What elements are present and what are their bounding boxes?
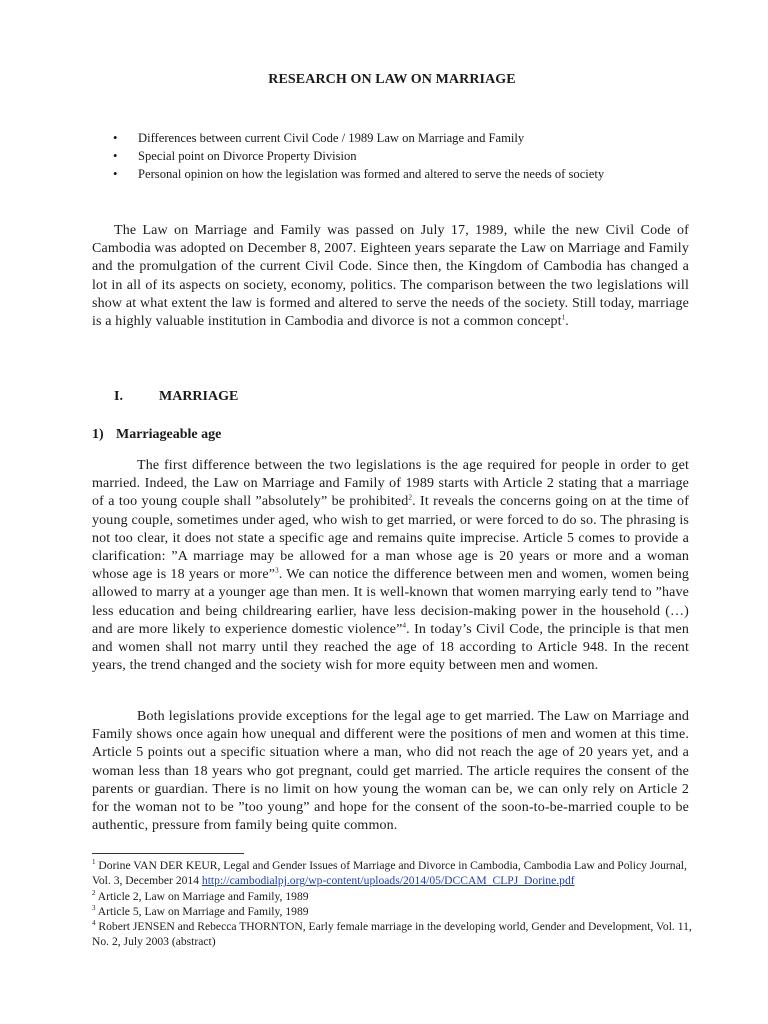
bullet-list bbox=[113, 129, 673, 184]
subsection-number: 1) bbox=[92, 427, 104, 442]
bullet-text: Differences between current Civil Code / 1989 Law on Marriage and Family bbox=[138, 131, 525, 145]
bullet-icon: • bbox=[113, 167, 118, 182]
section-title: MARRIAGE bbox=[159, 389, 239, 404]
footnote-ref-3[interactable]: 3 bbox=[275, 566, 279, 575]
list-item bbox=[113, 165, 673, 183]
list-item bbox=[113, 147, 673, 165]
subsection-title: Marriageable age bbox=[116, 427, 222, 442]
footnote-ref-4[interactable]: 4 bbox=[402, 621, 407, 630]
subsection-heading-marriageable-age bbox=[92, 427, 221, 443]
footnote-2: $^2$ Article 2, Law on Marriage and Family, 1989 bbox=[92, 888, 309, 903]
footnotes bbox=[92, 858, 692, 950]
marriageable-age-paragraph: The first difference between the two legislations is the age required for people in order to get married. Indeed, the Law on Marriage and Family of 1989 starts with Article 2 stating that a marriage of a too young couple shall ”absolutely” be prohibited$^2$. It reveals the concerns going on at the time of young couple, sometimes under aged, who wish to get married, or were forced to do so. The phrasing is not too clear, it does not state a specific age and remains quite imprecise. Article 5 comes to provide a clarification: ”A marriage may be allowed for a man whose age is 20 years or more and a woman whose age is 18 years or more”$^3$. We can notice the difference between men and women, women being allowed to marry at a younger age than men. It is well-known that women marrying early tend to ”have less education and being childrearing earlier, have less decision-making power in the household (…) and are more likely to experience domestic violence”$^4$. In today’s Civil Code, the principle is that men and women shall not marry until they reached the age of 18 according to Article 948. In the recent years, the trend changed and the society wish for more equity between men and women. bbox=[92, 458, 690, 674]
list-item bbox=[113, 129, 673, 147]
bullet-text: Personal opinion on how the legislation was formed and altered to serve the needs of society bbox=[138, 167, 605, 182]
section-heading-marriage bbox=[114, 389, 238, 405]
footnote-1: $^1$ Dorine VAN DER KEUR, Legal and Gender Issues of Marriage and Divorce in Cambodia, Cambodia Law and Policy Journal, Vol. 3, December 2014 http://cambodialpj.org/wp-content/uploads/2014/05/DCCAM_CLPJ_Dorine.pdf bbox=[92, 858, 687, 888]
bullet-text: Special point on Divorce Property Division bbox=[138, 149, 357, 164]
intro-text: The Law on Marriage and Family was passed on July 17, 1989, while the new Civil Code of Cambodia was adopted on December 8, 2007. Eighteen years separate the Law on Marriage and Family and the promulgation of the current Civil Code. Since then, the Kingdom of Cambodia has changed a lot in all of its aspects on society, economy, politics. The comparison between the two legislations will show at what extent the law is formed and altered to serve the needs of the society. Still today, marriage is a highly valuable institution in Cambodia and divorce is not a common concept bbox=[92, 223, 689, 330]
footnote-3: $^3$ Article 5, Law on Marriage and Family, 1989 bbox=[92, 904, 309, 918]
footnote-4: $^4$ Robert JENSEN and Rebecca THORNTON, Early female marriage in the developing world, Gender and Development, Vol. 11, No. 2, July 2003 (abstract) bbox=[92, 919, 692, 949]
footnote-ref-1[interactable]: 1 bbox=[561, 313, 566, 322]
bullet-icon: • bbox=[113, 131, 118, 145]
section-number: I. bbox=[114, 389, 123, 404]
document-title: RESEARCH ON LAW ON MARRIAGE bbox=[268, 72, 516, 87]
exceptions-paragraph: Both legislations provide exceptions for the legal age to get married. The Law on Marriage and Family shows once again how unequal and different were the positions of men and women at this time. Article 5 points out a specific situation where a man, who did not reach the age of 20 years yet, and a woman less than 18 years who got pregnant, could get married. The article requires the consent of the parents or guardian. There is no limit on how young the woman can be, we can only rely on Article 2 for the woman not to be ”too young” and hope for the consent of the soon-to-be-married couple to be authentic, pressure from family being quite common. bbox=[92, 709, 689, 834]
footnote-link[interactable]: http://cambodialpj.org/wp-content/uploads/2014/05/DCCAM_CLPJ_Dorine.pdf bbox=[201, 874, 575, 888]
footnote-ref-2[interactable]: 2 bbox=[408, 493, 413, 502]
footnote-separator bbox=[92, 853, 244, 854]
intro-paragraph: The Law on Marriage and Family was passed on July 17, 1989, while the new Civil Code of Cambodia was adopted on December 8, 2007. Eighteen years separate the Law on Marriage and Family and the promulgation of the current Civil Code. Since then, the Kingdom of Cambodia has changed a lot in all of its aspects on society, economy, politics. The comparison between the two legislations will show at what extent the law is formed and altered to serve the needs of the society. Still today, marriage is a highly valuable institution in Cambodia and divorce is not a common concept$^1$. bbox=[92, 223, 689, 330]
bullet-icon: • bbox=[113, 149, 118, 164]
